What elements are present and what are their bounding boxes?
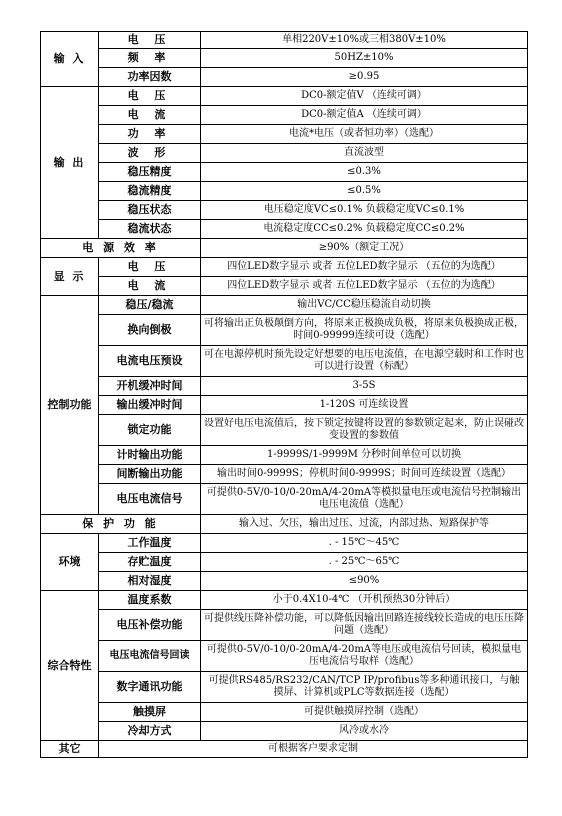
other-label: 其它 — [41, 741, 99, 758]
row-label: 功率因数 — [99, 68, 201, 87]
row-label: 电 压 — [99, 32, 201, 49]
row-label: 频 率 — [99, 49, 201, 68]
row-label: 波 形 — [99, 144, 201, 163]
table-row — [41, 446, 528, 465]
table-row — [41, 346, 528, 377]
table-row — [41, 722, 528, 741]
table-row — [41, 465, 528, 484]
table-row — [41, 201, 528, 220]
table-row — [41, 672, 528, 703]
row-value: 3-5S — [201, 377, 528, 396]
table-row — [41, 220, 528, 239]
table-row — [41, 258, 528, 277]
row-label: 开机缓冲时间 — [99, 377, 201, 396]
table-row — [41, 87, 528, 106]
row-label: 电 压 — [99, 258, 201, 277]
row-label: 温度系数 — [99, 591, 201, 610]
table-row — [41, 377, 528, 396]
row-label: 间断输出功能 — [99, 465, 201, 484]
row-label: 工作温度 — [99, 534, 201, 553]
row-value: 设置好电压电流值后，按下锁定按键将设置的参数锁定起来，防止误碰改变设置的参数值 — [201, 415, 528, 446]
table-row — [41, 144, 528, 163]
row-label: 稳压状态 — [99, 201, 201, 220]
row-value: 可在电源停机时预先设定好想要的电压电流值，在电源空载时和工作时也可以进行设置（标配） — [201, 346, 528, 377]
table-row — [41, 32, 528, 49]
table-row — [41, 277, 528, 296]
row-label: 电流电压预设 — [99, 346, 201, 377]
row-value: 可提供线压降补偿功能，可以降低因输出回路连接线较长造成的电压压降问题（选配） — [201, 610, 528, 641]
table-row — [41, 182, 528, 201]
table-row — [41, 484, 528, 515]
group-output: 输 出 — [41, 87, 99, 239]
table-row — [41, 515, 528, 534]
row-label: 冷却方式 — [99, 722, 201, 741]
group-general: 综合特性 — [41, 591, 99, 741]
spec-table — [40, 31, 528, 758]
row-label: 功 率 — [99, 125, 201, 144]
row-value: . - 25℃～65℃ — [201, 553, 528, 572]
protection-label: 保 护 功 能 — [41, 515, 201, 534]
row-value: 可提供0-5V/0-10/0-20mA/4-20mA等模拟量电压或电流信号控制输出电压电流值（选配） — [201, 484, 528, 515]
row-label: 电 压 — [99, 87, 201, 106]
group-input: 输 入 — [41, 32, 99, 87]
table-row — [41, 68, 528, 87]
table-row — [41, 239, 528, 258]
table-row — [41, 703, 528, 722]
row-value: 1-120S 可连续设置 — [201, 396, 528, 415]
row-value: 可提供RS485/RS232/CAN/TCP IP/profibus等多种通讯接口，与触摸屏、计算机或PLC等数据连接（选配） — [201, 672, 528, 703]
row-value: ≥0.95 — [201, 68, 528, 87]
row-value: ≤0.5% — [201, 182, 528, 201]
table-row — [41, 591, 528, 610]
row-label: 电压电流信号回读 — [99, 641, 201, 672]
table-row — [41, 106, 528, 125]
table-row — [41, 296, 528, 315]
row-label: 电 流 — [99, 106, 201, 125]
table-row — [41, 396, 528, 415]
table-row — [41, 553, 528, 572]
row-value: 直流波型 — [201, 144, 528, 163]
table-row — [41, 572, 528, 591]
row-value: 小于0.4X10-4℃ （开机预热30分钟后） — [201, 591, 528, 610]
row-label: 计时输出功能 — [99, 446, 201, 465]
row-value: 风冷或水冷 — [201, 722, 528, 741]
row-value: ≤0.3% — [201, 163, 528, 182]
row-value: DC0-额定值A （连续可调） — [201, 106, 528, 125]
efficiency-value: ≥90%（额定工况） — [201, 239, 528, 258]
row-value: DC0-额定值V （连续可调） — [201, 87, 528, 106]
row-label: 稳压精度 — [99, 163, 201, 182]
row-value: 单相220V±10%或三相380V±10% — [201, 32, 528, 49]
row-value: 四位LED数字显示 或者 五位LED数字显示 （五位的为选配） — [201, 258, 528, 277]
row-label: 触摸屏 — [99, 703, 201, 722]
row-label: 电 流 — [99, 277, 201, 296]
table-row — [41, 610, 528, 641]
efficiency-label: 电 源 效 率 — [41, 239, 201, 258]
row-label: 存贮温度 — [99, 553, 201, 572]
row-value: 输出VC/CC稳压稳流自动切换 — [201, 296, 528, 315]
row-label: 电压电流信号 — [99, 484, 201, 515]
row-value: 可将输出正负极颠倒方向，将原来正极换成负极，将原来负极换成正极，时间0-99999连续可设（选配） — [201, 315, 528, 346]
protection-value: 输入过、欠压，输出过压、过流，内部过热、短路保护等 — [201, 515, 528, 534]
row-value: 四位LED数字显示 或者 五位LED数字显示 （五位的为选配） — [201, 277, 528, 296]
row-value: 1-9999S/1-9999M 分秒时间单位可以切换 — [201, 446, 528, 465]
table-row — [41, 741, 528, 758]
row-label: 输出缓冲时间 — [99, 396, 201, 415]
row-label: 电压补偿功能 — [99, 610, 201, 641]
table-row — [41, 163, 528, 182]
table-row — [41, 315, 528, 346]
row-value: 50HZ±10% — [201, 49, 528, 68]
row-label: 换向倒极 — [99, 315, 201, 346]
row-label: 稳压/稳流 — [99, 296, 201, 315]
row-value: 电流*电压（或者恒功率）（选配） — [201, 125, 528, 144]
row-value: 可提供触摸屏控制（选配） — [201, 703, 528, 722]
row-value: 输出时间0-9999S；停机时间0-9999S；时间可连续设置（选配） — [201, 465, 528, 484]
row-value: ≤90% — [201, 572, 528, 591]
row-label: 相对湿度 — [99, 572, 201, 591]
group-control: 控制功能 — [41, 296, 99, 515]
row-label: 数字通讯功能 — [99, 672, 201, 703]
group-display: 显 示 — [41, 258, 99, 296]
table-row — [41, 415, 528, 446]
row-value: 电流稳定度CC≤0.2% 负载稳定度CC≤0.2% — [201, 220, 528, 239]
table-row — [41, 49, 528, 68]
row-label: 稳流精度 — [99, 182, 201, 201]
group-environment: 环境 — [41, 534, 99, 591]
row-label: 锁定功能 — [99, 415, 201, 446]
row-label: 稳流状态 — [99, 220, 201, 239]
row-value: . - 15℃～45℃ — [201, 534, 528, 553]
table-row — [41, 534, 528, 553]
other-value: 可根据客户要求定制 — [99, 741, 528, 758]
table-row — [41, 125, 528, 144]
row-value: 电压稳定度VC≤0.1% 负载稳定度VC≤0.1% — [201, 201, 528, 220]
table-row — [41, 641, 528, 672]
row-value: 可提供0-5V/0-10/0-20mA/4-20mA等电压或电流信号回读，模拟量电压电流信号取样（选配） — [201, 641, 528, 672]
